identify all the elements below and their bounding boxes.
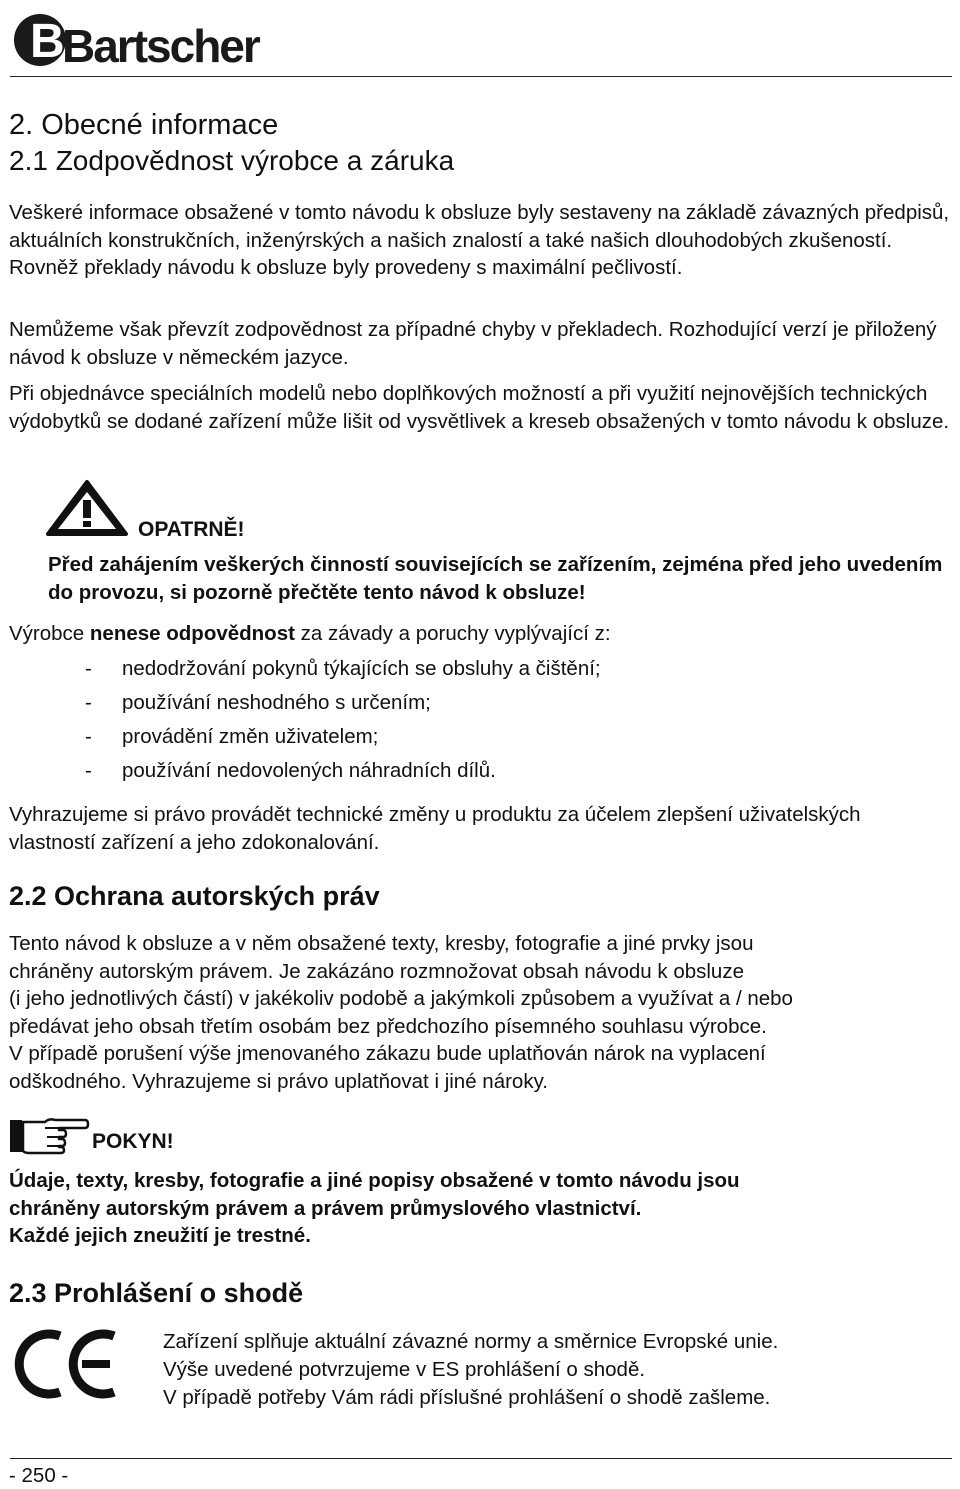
copyright-line: odškodného. Vyhrazujeme si právo uplatňovat i jiné nároky. <box>9 1069 549 1093</box>
copyright-line: Tento návod k obsluze a v něm obsažené texty, kresby, fotografie a jiné prvky jsou <box>9 932 754 955</box>
section-title: 2. Obecné informace <box>9 109 279 141</box>
warning-triangle-icon <box>44 478 130 538</box>
list-dash: - <box>85 759 92 782</box>
warning-title: OPATRNĚ! <box>138 518 245 541</box>
list-item-text: používání neshodného s určením; <box>122 691 431 714</box>
liability-intro <box>9 620 959 648</box>
liability-prefix: Výrobce <box>9 622 90 645</box>
list-item-text: používání nedovolených náhradních dílů. <box>122 759 496 782</box>
svg-text:B: B <box>30 15 65 68</box>
paragraph-information: Veškeré informace obsažené v tomto návodu k obsluze byly sestaveny na základě závazných předpisů, aktuálních konstrukčních, inženýrských a našich znalostí a také našich dlouhodobých zkušeností. Rovněž překlady návodu k obsluze byly provedeny s maximální pečlivostí. <box>9 201 950 279</box>
list-item-text: provádění změn uživatelem; <box>122 725 379 748</box>
list-dash: - <box>85 691 92 714</box>
copyright-text <box>9 930 959 1095</box>
paragraph-translation: Nemůžeme však převzít zodpovědnost za případné chyby v překladech. Rozhodující verzí je přiložený návod k obsluze v německém jazyce. <box>9 318 937 369</box>
subsection-title-2-3: 2.3 Prohlášení o shodě <box>9 1278 304 1308</box>
copyright-line: (i jeho jednotlivých částí) v jakékoliv podobě a jakýmkoli způsobem a využívat a / nebo <box>9 987 793 1010</box>
list-dash: - <box>85 725 92 748</box>
warning-text: Před zahájením veškerých činností souvisejících se zařízením, zejména před jeho uvedením do provozu, si pozorně přečtěte tento návod k obsluze! <box>48 553 943 604</box>
logo-text: Bartscher <box>62 20 259 72</box>
liability-suffix: za závady a poruchy vyplývající z: <box>294 622 611 645</box>
ce-mark-icon <box>12 1328 120 1400</box>
copyright-line: V případě porušení výše jmenovaného zákazu bude uplatňován nárok na vyplacení <box>9 1042 766 1065</box>
page-number: - 250 - <box>9 1464 69 1487</box>
list-dash: - <box>85 657 92 680</box>
paragraph-special-models: Při objednávce speciálních modelů nebo doplňkových možností a při využití nejnovějších technických výdobytků se dodané zařízení může lišit od vysvětlivek a kreseb obsažených v tomto návodu k obsluze. <box>9 382 950 433</box>
liability-bold: nenese odpovědnost <box>89 622 295 645</box>
header-rule <box>10 76 952 77</box>
bartscher-logo <box>10 2 259 72</box>
note-line: chráněny autorským právem a právem průmyslového vlastnictví. <box>9 1196 642 1220</box>
footer-rule <box>10 1458 952 1459</box>
list-item-text: nedodržování pokynů týkajících se obsluhy a čištění; <box>122 657 601 680</box>
copyright-line: předávat jeho obsah třetím osobám bez předchozího písemného souhlasu výrobce. <box>9 1014 767 1038</box>
subsection-title-2-1: 2.1 Zodpovědnost výrobce a záruka <box>9 145 455 176</box>
pointing-hand-icon <box>9 1114 89 1158</box>
paragraph-reserve: Vyhrazujeme si právo provádět technické změny u produktu za účelem zlepšení uživatelských vlastností zařízení a jeho zdokonalování. <box>9 803 861 854</box>
note-line: Údaje, texty, kresby, fotografie a jiné popisy obsažené v tomto návodu jsou <box>9 1169 740 1192</box>
copyright-line: chráněny autorským právem. Je zakázáno rozmnožovat obsah návodu k obsluze <box>9 959 744 983</box>
conformity-line: V případě potřeby Vám rádi příslušné prohlášení o shodě zašleme. <box>163 1386 771 1409</box>
conformity-line: Výše uvedené potvrzujeme v ES prohlášení o shodě. <box>163 1358 646 1381</box>
conformity-text <box>163 1328 953 1412</box>
subsection-title-2-2: 2.2 Ochrana autorských práv <box>9 881 380 911</box>
conformity-line: Zařízení splňuje aktuální závazné normy a směrnice Evropské unie. <box>163 1330 779 1353</box>
page-header <box>0 0 960 78</box>
note-text <box>9 1167 954 1250</box>
note-title: POKYN! <box>92 1130 174 1153</box>
note-line: Každé jejich zneužití je trestné. <box>9 1224 311 1247</box>
